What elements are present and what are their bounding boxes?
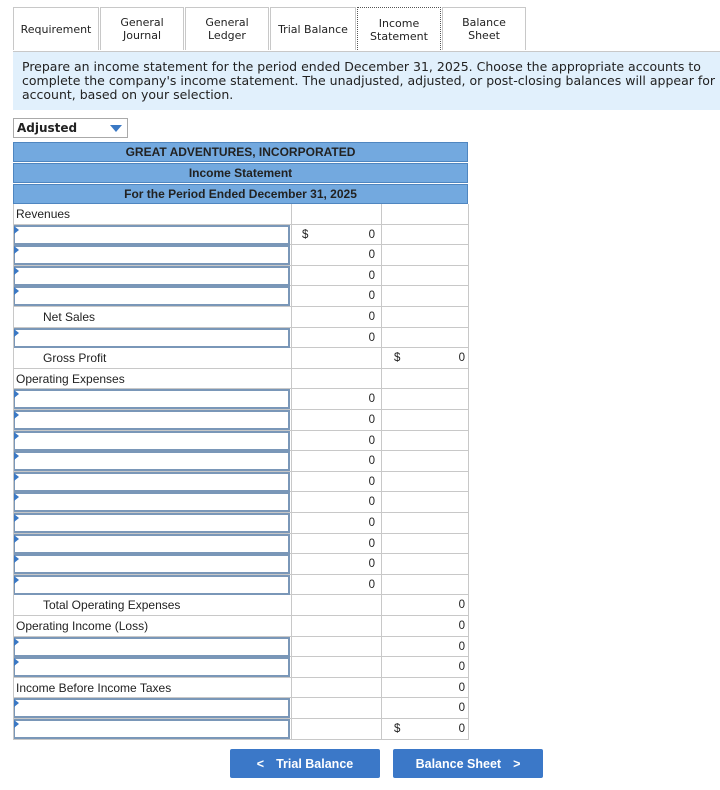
amount-value: 0 xyxy=(368,578,375,591)
amount-cell[interactable] xyxy=(291,637,381,657)
account-cell[interactable] xyxy=(13,534,291,554)
account-cell xyxy=(13,204,291,224)
amount-value: 0 xyxy=(368,331,375,344)
next-button-label: Balance Sheet xyxy=(415,756,502,771)
table-row xyxy=(13,719,469,740)
account-select[interactable] xyxy=(13,328,290,348)
table-row xyxy=(13,492,469,513)
account-cell xyxy=(13,348,291,368)
total-cell[interactable] xyxy=(381,286,469,306)
amount-cell[interactable] xyxy=(291,369,381,389)
amount-cell[interactable] xyxy=(291,719,381,739)
account-select[interactable] xyxy=(13,534,290,554)
table-row xyxy=(13,472,469,493)
tab-label: Trial Balance xyxy=(278,22,348,36)
prev-button-label: Trial Balance xyxy=(276,756,354,771)
total-value: 0 xyxy=(458,620,465,632)
balance-type-value: Adjusted xyxy=(17,121,78,135)
table-row xyxy=(13,266,469,287)
total-cell[interactable] xyxy=(381,266,469,286)
chevron-down-icon xyxy=(110,125,122,132)
amount-cell[interactable] xyxy=(291,657,381,677)
account-select[interactable] xyxy=(13,266,290,286)
account-cell[interactable] xyxy=(13,472,291,492)
total-value: 0 xyxy=(458,723,465,735)
table-row xyxy=(13,595,469,616)
table-row xyxy=(13,286,469,307)
amount-cell[interactable] xyxy=(291,245,381,265)
account-select[interactable] xyxy=(13,410,290,430)
prev-button[interactable] xyxy=(230,749,380,778)
instructions: Prepare an income statement for the period ended December 31, 2025. Choose the appropriate accounts to complete the company's income statement. The unadjusted, adjusted, or post-closing balances will appear for account, based on your selection. xyxy=(13,52,720,110)
next-button[interactable] xyxy=(393,749,543,778)
table-row xyxy=(13,369,469,390)
amount-cell[interactable] xyxy=(291,513,381,533)
amount-cell[interactable] xyxy=(291,492,381,512)
tab-label: General Ledger xyxy=(205,16,249,42)
total-cell[interactable] xyxy=(381,616,469,636)
statement-period: For the Period Ended December 31, 2025 xyxy=(13,184,468,204)
total-cell[interactable] xyxy=(381,431,469,451)
table-row xyxy=(13,225,469,246)
amount-value: 0 xyxy=(368,393,375,406)
amount-cell[interactable] xyxy=(291,307,381,327)
amount-cell[interactable] xyxy=(291,616,381,636)
total-cell[interactable] xyxy=(381,369,469,389)
tab-label: General Journal xyxy=(120,16,164,42)
amount-cell[interactable] xyxy=(291,698,381,718)
account-cell[interactable] xyxy=(13,657,291,677)
table-row xyxy=(13,451,469,472)
account-cell[interactable] xyxy=(13,637,291,657)
table-row xyxy=(13,616,469,637)
account-cell[interactable] xyxy=(13,719,291,739)
row-label: Net Sales xyxy=(43,310,96,324)
table-row xyxy=(13,698,469,719)
row-label: Operating Expenses xyxy=(16,371,125,386)
account-select[interactable] xyxy=(13,431,290,451)
account-select[interactable] xyxy=(13,492,290,512)
table-row xyxy=(13,637,469,658)
account-cell xyxy=(13,616,291,636)
total-cell[interactable] xyxy=(381,204,469,224)
account-cell xyxy=(13,678,291,698)
account-select[interactable] xyxy=(13,698,290,718)
table-row xyxy=(13,431,469,452)
chevron-left-icon: < xyxy=(256,756,265,771)
account-select[interactable] xyxy=(13,286,290,306)
account-cell[interactable] xyxy=(13,266,291,286)
account-cell xyxy=(13,595,291,615)
amount-value: 0 xyxy=(368,249,375,262)
dollar-sign: $ xyxy=(394,352,401,365)
account-cell[interactable] xyxy=(13,328,291,348)
amount-value: 0 xyxy=(368,455,375,468)
total-value: 0 xyxy=(458,702,465,715)
dollar-sign: $ xyxy=(302,228,309,241)
amount-cell[interactable] xyxy=(291,348,381,368)
amount-value: 0 xyxy=(368,517,375,529)
account-select[interactable] xyxy=(13,554,290,574)
tab-trial-balance[interactable] xyxy=(270,7,356,50)
total-cell[interactable] xyxy=(381,492,469,512)
account-cell[interactable] xyxy=(13,431,291,451)
table-row xyxy=(13,657,469,678)
total-cell[interactable] xyxy=(381,389,469,409)
account-cell[interactable] xyxy=(13,575,291,595)
account-select[interactable] xyxy=(13,657,290,677)
table-row xyxy=(13,204,469,225)
account-cell[interactable] xyxy=(13,698,291,718)
amount-value: 0 xyxy=(368,475,375,488)
total-cell[interactable] xyxy=(381,348,469,368)
total-cell[interactable] xyxy=(381,245,469,265)
total-cell[interactable] xyxy=(381,225,469,245)
table-row xyxy=(13,410,469,431)
total-cell[interactable] xyxy=(381,328,469,348)
amount-cell[interactable] xyxy=(291,678,381,698)
total-cell[interactable] xyxy=(381,575,469,595)
amount-cell[interactable] xyxy=(291,595,381,615)
amount-value: 0 xyxy=(368,434,375,447)
amount-value: 0 xyxy=(368,496,375,509)
total-value: 0 xyxy=(458,640,465,653)
tab-general-journal[interactable] xyxy=(100,7,184,50)
dollar-sign: $ xyxy=(394,723,401,735)
tab-general-ledger[interactable] xyxy=(185,7,269,50)
tab-label: Income Statement xyxy=(370,17,428,43)
table-row xyxy=(13,534,469,555)
account-cell[interactable] xyxy=(13,513,291,533)
row-label: Total Operating Expenses xyxy=(43,598,181,613)
table-row xyxy=(13,307,469,328)
account-select[interactable] xyxy=(13,637,290,657)
amount-cell[interactable] xyxy=(291,451,381,471)
account-cell[interactable] xyxy=(13,492,291,512)
account-cell[interactable] xyxy=(13,245,291,265)
account-select[interactable] xyxy=(13,575,290,595)
table-row xyxy=(13,389,469,410)
account-select[interactable] xyxy=(13,245,290,265)
account-select[interactable] xyxy=(13,472,290,492)
table-row xyxy=(13,678,469,699)
table-row xyxy=(13,575,469,596)
account-cell[interactable] xyxy=(13,286,291,306)
amount-value: 0 xyxy=(368,228,375,241)
amount-cell[interactable] xyxy=(291,472,381,492)
table-border xyxy=(13,204,14,740)
amount-cell[interactable] xyxy=(291,204,381,224)
table-row xyxy=(13,245,469,266)
amount-value: 0 xyxy=(368,269,375,282)
tab-label: Requirement xyxy=(20,22,92,36)
amount-cell[interactable] xyxy=(291,389,381,409)
total-value: 0 xyxy=(458,681,465,694)
table-row xyxy=(13,328,469,349)
total-cell[interactable] xyxy=(381,513,469,533)
amount-cell[interactable] xyxy=(291,286,381,306)
account-cell[interactable] xyxy=(13,554,291,574)
total-cell[interactable] xyxy=(381,637,469,657)
total-value: 0 xyxy=(458,661,465,674)
total-cell[interactable] xyxy=(381,534,469,554)
account-cell[interactable] xyxy=(13,389,291,409)
amount-cell[interactable] xyxy=(291,410,381,430)
tab-requirement[interactable] xyxy=(13,7,99,50)
account-select[interactable] xyxy=(13,719,290,739)
total-cell[interactable] xyxy=(381,678,469,698)
total-cell[interactable] xyxy=(381,307,469,327)
account-cell[interactable] xyxy=(13,410,291,430)
total-cell[interactable] xyxy=(381,554,469,574)
total-cell[interactable] xyxy=(381,410,469,430)
amount-value: 0 xyxy=(368,414,375,426)
account-cell xyxy=(13,307,291,327)
row-label: Income Before Income Taxes xyxy=(16,680,172,695)
tab-bar xyxy=(13,7,527,52)
statement-title: Income Statement xyxy=(13,163,468,183)
amount-value: 0 xyxy=(368,290,375,303)
amount-cell[interactable] xyxy=(291,534,381,554)
row-label: Gross Profit xyxy=(43,351,107,366)
chevron-right-icon: > xyxy=(513,756,521,771)
amount-cell[interactable] xyxy=(291,554,381,574)
tab-label: Balance Sheet xyxy=(462,16,506,42)
tab-balance-sheet[interactable] xyxy=(442,7,526,50)
amount-value: 0 xyxy=(368,558,375,571)
amount-cell[interactable] xyxy=(291,431,381,451)
table-row xyxy=(13,513,469,534)
account-select[interactable] xyxy=(13,451,290,471)
amount-cell[interactable] xyxy=(291,328,381,348)
total-value: 0 xyxy=(458,352,465,365)
table-row xyxy=(13,348,469,369)
total-cell[interactable] xyxy=(381,595,469,615)
company-name: GREAT ADVENTURES, INCORPORATED xyxy=(13,142,468,162)
account-select[interactable] xyxy=(13,513,290,533)
total-cell[interactable] xyxy=(381,657,469,677)
amount-cell[interactable] xyxy=(291,266,381,286)
account-cell[interactable] xyxy=(13,451,291,471)
table-row xyxy=(13,554,469,575)
tab-income-statement[interactable] xyxy=(357,7,441,52)
row-label: Operating Income (Loss) xyxy=(16,619,149,633)
account-cell xyxy=(13,369,291,389)
account-cell[interactable] xyxy=(13,225,291,245)
amount-cell[interactable] xyxy=(291,575,381,595)
amount-value: 0 xyxy=(368,537,375,550)
balance-type-select[interactable] xyxy=(13,118,128,138)
amount-cell[interactable] xyxy=(291,225,381,245)
account-select[interactable] xyxy=(13,389,290,409)
row-label: Revenues xyxy=(16,207,71,221)
total-cell[interactable] xyxy=(381,472,469,492)
total-cell[interactable] xyxy=(381,451,469,471)
total-value: 0 xyxy=(458,599,465,612)
total-cell[interactable] xyxy=(381,698,469,718)
account-select[interactable] xyxy=(13,225,290,245)
total-cell[interactable] xyxy=(381,719,469,739)
amount-value: 0 xyxy=(368,311,375,323)
